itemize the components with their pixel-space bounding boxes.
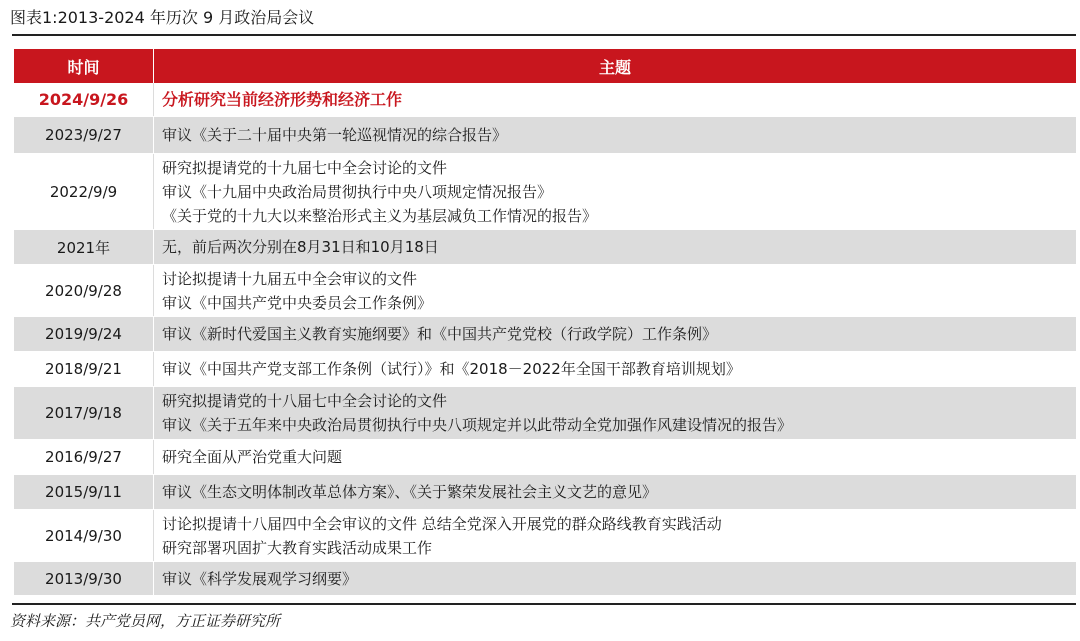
table-row (14, 117, 1076, 154)
row-date: 2015/9/11 (14, 475, 154, 509)
topic-line: 审议《新时代爱国主义教育实施纲要》和《中国共产党党校（行政学院）工作条例》 (162, 325, 718, 343)
row-date: 2017/9/18 (14, 387, 154, 439)
row-date: 2019/9/24 (14, 317, 154, 351)
row-topic (154, 230, 1076, 264)
row-topic (154, 83, 1076, 116)
table-header (14, 49, 1076, 83)
title-divider (12, 34, 1076, 36)
row-date: 2024/9/26 (14, 83, 154, 116)
row-date: 2018/9/21 (14, 352, 154, 386)
topic-line: 研究部署巩固扩大教育实践活动成果工作 (162, 538, 433, 557)
row-topic (154, 317, 1076, 351)
source-note: 资料来源：共产党员网，方正证券研究所 (10, 612, 281, 630)
topic-line: 讨论拟提请十九届五中全会审议的文件 (162, 269, 418, 288)
header-time: 时间 (14, 49, 154, 83)
row-date: 2016/9/27 (14, 440, 154, 474)
topic-line: 审议《十九届中央政治局贯彻执行中央八项规定情况报告》 (162, 182, 553, 201)
table-body (14, 83, 1076, 596)
topic-line: 审议《中国共产党支部工作条例（试行）》和《2018－2022年全国干部教育培训规划》 (162, 360, 741, 378)
table-row (14, 154, 1076, 230)
row-date: 2022/9/9 (14, 154, 154, 229)
topic-line: 无，前后两次分别在8月31日和10月18日 (162, 238, 439, 256)
row-topic (154, 562, 1076, 595)
row-topic (154, 440, 1076, 474)
row-topic (154, 387, 1076, 439)
row-topic (154, 117, 1076, 153)
meetings-table (14, 49, 1076, 596)
row-topic (154, 475, 1076, 509)
topic-line: 审议《关于二十届中央第一轮巡视情况的综合报告》 (162, 126, 508, 144)
row-date: 2021年 (14, 230, 154, 264)
row-topic (154, 510, 1076, 561)
topic-line: 《关于党的十九大以来整治形式主义为基层减负工作情况的报告》 (162, 206, 598, 225)
row-date: 2013/9/30 (14, 562, 154, 595)
topic-line: 讨论拟提请十八届四中全会审议的文件 总结全党深入开展党的群众路线教育实践活动 (162, 514, 722, 533)
header-topic: 主题 (598, 57, 631, 77)
table-row (14, 265, 1076, 317)
topic-line: 审议《科学发展观学习纲要》 (162, 569, 358, 588)
topic-line: 审议《关于五年来中央政治局贯彻执行中央八项规定并以此带动全党加强作风建设情况的报告》 (162, 416, 793, 434)
table-row (14, 475, 1076, 510)
table-row (14, 387, 1076, 440)
table-row (14, 440, 1076, 475)
row-topic (154, 265, 1076, 316)
topic-line: 审议《中国共产党中央委员会工作条例》 (162, 293, 433, 312)
topic-line: 分析研究当前经济形势和经济工作 (162, 89, 403, 109)
table-row (14, 562, 1076, 596)
topic-line: 研究拟提请党的十九届七中全会讨论的文件 (162, 158, 448, 177)
row-date: 2014/9/30 (14, 510, 154, 561)
topic-line: 研究拟提请党的十八届七中全会讨论的文件 (162, 392, 448, 410)
topic-line: 研究全面从严治党重大问题 (162, 448, 343, 466)
table-row (14, 230, 1076, 265)
row-date: 2023/9/27 (14, 117, 154, 153)
source-divider (12, 603, 1076, 605)
topic-line: 审议《生态文明体制改革总体方案》、《关于繁荣发展社会主义文艺的意见》 (162, 483, 658, 501)
table-row (14, 352, 1076, 387)
row-date: 2020/9/28 (14, 265, 154, 316)
row-topic (154, 352, 1076, 386)
table-row (14, 317, 1076, 352)
figure-title: 图表1:2013-2024 年历次 9 月政治局会议 (10, 8, 315, 27)
table-row (14, 510, 1076, 562)
table-row (14, 83, 1076, 117)
row-topic (154, 154, 1076, 229)
